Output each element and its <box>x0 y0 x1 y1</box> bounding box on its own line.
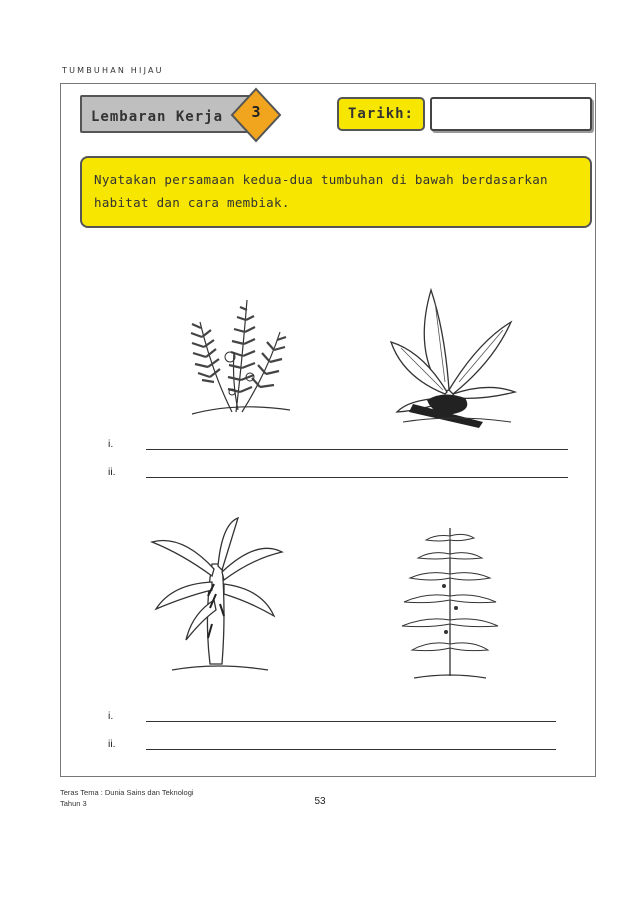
answer-number: i. <box>108 438 114 450</box>
footer-info <box>60 787 194 809</box>
answer-line[interactable] <box>146 749 556 750</box>
footer-year: Tahun 3 <box>60 799 87 808</box>
answer-line[interactable] <box>146 477 568 478</box>
answer-number: ii. <box>108 738 116 750</box>
footer-theme: Teras Tema : Dunia Sains dan Teknologi <box>60 788 194 797</box>
small-herb-plant-image <box>386 516 514 686</box>
page-number: 53 <box>314 796 326 807</box>
chapter-header: TUMBUHAN HIJAU <box>62 66 164 75</box>
answer-line[interactable] <box>146 721 556 722</box>
banana-plant-image <box>142 514 290 680</box>
worksheet-label: Lembaran Kerja <box>91 109 224 125</box>
instruction-box <box>80 156 592 228</box>
date-field[interactable] <box>430 97 592 131</box>
fern-plant-image <box>172 282 304 432</box>
answer-number: i. <box>108 710 114 722</box>
answer-line[interactable] <box>146 449 568 450</box>
instruction-line-2: habitat dan cara membiak. <box>94 195 290 210</box>
worksheet-number: 3 <box>251 103 261 121</box>
birds-nest-fern-plant-image <box>383 282 523 436</box>
answer-number: ii. <box>108 466 116 478</box>
date-label: Tarikh: <box>337 97 425 131</box>
instruction-line-1: Nyatakan persamaan kedua-dua tumbuhan di bawah berdasarkan <box>94 172 548 187</box>
